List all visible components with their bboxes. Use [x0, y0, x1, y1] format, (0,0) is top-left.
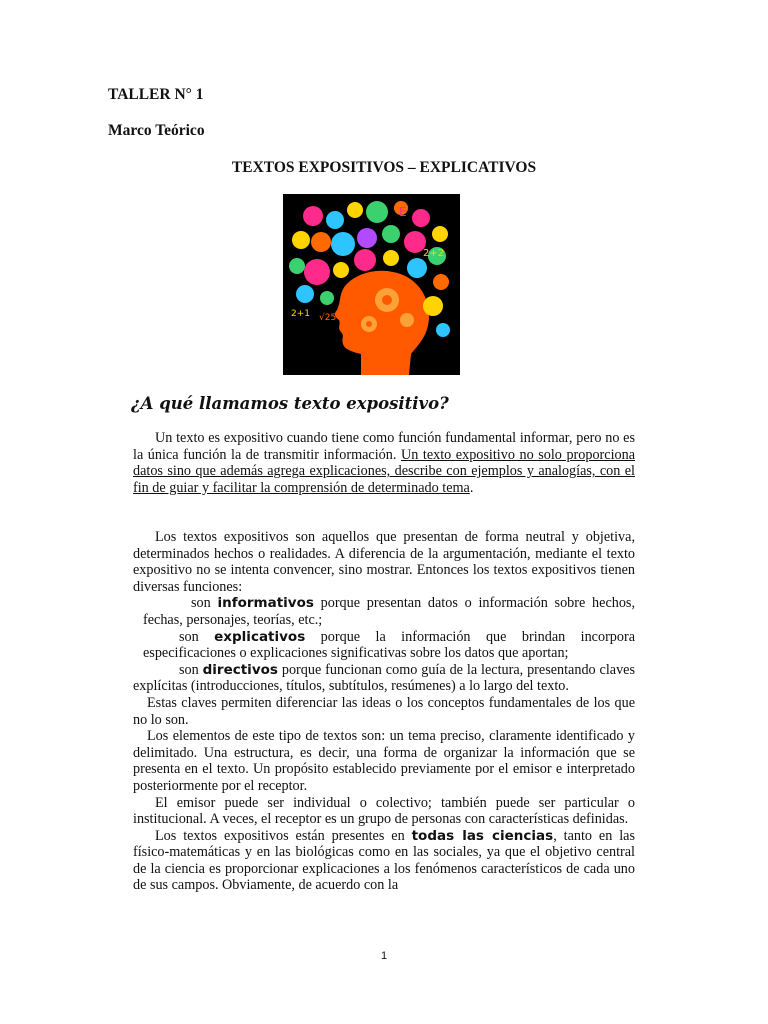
- intro-plain-text: Un texto es expositivo cuando tiene como función fundamental informar, pero no es la única función la de transmitir información.: [133, 430, 635, 463]
- item-keyword: directivos: [202, 661, 278, 678]
- function-item-directive: [133, 662, 635, 695]
- document-heading: TALLER N° 1: [108, 86, 204, 103]
- document-title: TEXTOS EXPOSITIVOS – EXPLICATIVOS: [231, 159, 537, 176]
- body-section: [133, 529, 635, 894]
- item-text: porque presentan datos o información sobre hechos, fechas, personajes, teorías, etc.;: [143, 595, 635, 628]
- sciences-text-start: Los textos expositivos están presentes en: [155, 827, 412, 844]
- item-prefix: son: [179, 628, 215, 645]
- elements-paragraph: Los elementos de este tipo de textos son: un tema preciso, claramente identificado y delimitado. Una estructura, es decir, una forma de organizar la información que se presenta en el texto. Un propósito establecido previamente por el emisor e interpretado posteriormente por el receptor.: [133, 728, 635, 794]
- svg-text:2+2: 2+2: [423, 248, 445, 259]
- emitter-paragraph: El emisor puede ser individual o colectivo; también puede ser particular o institucional. A veces, el receptor es un grupo de personas con características definidas.: [133, 794, 635, 828]
- item-prefix: son: [179, 661, 203, 678]
- section-heading: Marco Teórico: [108, 122, 205, 139]
- intro-paragraph: [133, 430, 635, 496]
- item-prefix: son: [191, 595, 218, 612]
- page-number: 1: [380, 950, 388, 962]
- item-text: porque funcionan como guía de la lectura, presentando claves explícitas (introducciones, títulos, subtítulos, resúmenes) a lo largo del texto.: [133, 661, 635, 695]
- function-item-informative: [133, 595, 635, 628]
- sciences-text-rest: , tanto en las físico-matemáticas y en las biológicas como en las sociales, ya que el objetivo central de la ciencia es proporcionar explicaciones a los fenómenos característicos de cada uno de sus campos. Obviamente, de acuerdo con la: [133, 827, 635, 894]
- functions-intro-paragraph: Los textos expositivos son aquellos que presentan de forma neutral y objetiva, determinados hechos o realidades. A diferencia de la argumentación, mediante el texto expositivo no se intenta convencer, sino mostrar. Entonces los textos expositivos tienen diversas funciones:: [133, 529, 635, 595]
- svg-text:E: E: [399, 205, 407, 219]
- intro-end: .: [469, 479, 474, 496]
- head-science-illustration: [283, 194, 460, 375]
- sciences-keyword: todas las ciencias: [411, 827, 554, 844]
- item-text: porque la información que brindan incorpora especificaciones o explicaciones significativas sobre los datos que aportan;: [143, 628, 636, 662]
- section-question: ¿A qué llamamos texto expositivo?: [131, 394, 449, 413]
- svg-text:2+1: 2+1: [291, 309, 310, 319]
- item-keyword: informativos: [217, 595, 314, 612]
- keys-paragraph: Estas claves permiten diferenciar las ideas o los conceptos fundamentales de los que no lo son.: [133, 694, 635, 728]
- item-keyword: explicativos: [214, 628, 306, 645]
- function-item-explicative: [133, 629, 635, 662]
- intro-underlined-text: Un texto expositivo no solo proporciona datos sino que además agrega explicaciones, describe con ejemplos y analogías, con el fin de guiar y facilitar la comprensión de determinado tema: [133, 446, 636, 496]
- svg-text:√25: √25: [319, 313, 337, 323]
- sciences-paragraph: [133, 828, 635, 894]
